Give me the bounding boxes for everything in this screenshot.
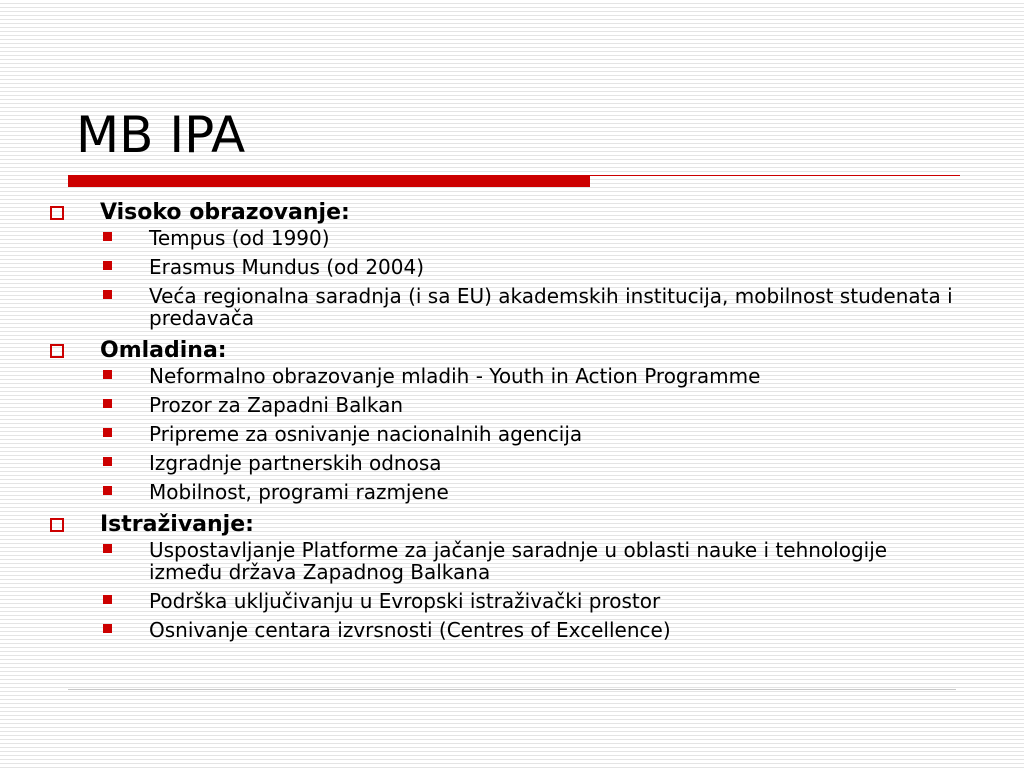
list-item-text: Izgradnje partnerskih odnosa	[149, 451, 442, 475]
section-istrazivanje	[0, 510, 1024, 641]
list-item	[0, 590, 1024, 612]
list-item	[0, 619, 1024, 641]
list-item-text: Mobilnost, programi razmjene	[149, 480, 449, 504]
list-item	[0, 423, 1024, 445]
list-item	[0, 452, 1024, 474]
title-underline-thin	[590, 175, 960, 176]
hollow-square-icon	[50, 344, 64, 358]
list-item	[0, 394, 1024, 416]
filled-square-icon	[103, 290, 112, 299]
slide-title: MB IPA	[76, 106, 246, 164]
list-item	[0, 256, 1024, 278]
list-item	[0, 227, 1024, 249]
filled-square-icon	[103, 261, 112, 270]
filled-square-icon	[103, 624, 112, 633]
filled-square-icon	[103, 544, 112, 553]
list-item-text: Neformalno obrazovanje mladih - Youth in Action Programme	[149, 364, 761, 388]
filled-square-icon	[103, 486, 112, 495]
footer-divider	[68, 689, 956, 690]
list-item-text: Osnivanje centara izvrsnosti (Centres of Excellence)	[149, 618, 671, 642]
list-item	[0, 285, 1024, 329]
filled-square-icon	[103, 457, 112, 466]
hollow-square-icon	[50, 206, 64, 220]
list-item-text: Podrška uključivanju u Evropski istraživački prostor	[149, 589, 661, 613]
list-item-text: Prozor za Zapadni Balkan	[149, 393, 404, 417]
list-item-text: Uspostavljanje Platforme za jačanje saradnje u oblasti nauke i tehnologije između država Zapadnog Balkana	[149, 538, 888, 584]
section-omladina	[0, 336, 1024, 503]
hollow-square-icon	[50, 518, 64, 532]
filled-square-icon	[103, 428, 112, 437]
filled-square-icon	[103, 595, 112, 604]
list-item-text: Tempus (od 1990)	[149, 226, 330, 250]
section-visoko-obrazovanje	[0, 198, 1024, 329]
list-item	[0, 539, 1024, 583]
title-underline-bar	[68, 175, 590, 187]
list-item-text: Veća regionalna saradnja (i sa EU) akademskih institucija, mobilnost studenata i predavača	[149, 284, 953, 330]
filled-square-icon	[103, 399, 112, 408]
section-heading: Omladina:	[100, 338, 227, 363]
list-item-text: Erasmus Mundus (od 2004)	[149, 255, 425, 279]
section-heading: Visoko obrazovanje:	[100, 200, 350, 225]
slide-content	[0, 198, 1024, 648]
list-item	[0, 481, 1024, 503]
list-item-text: Pripreme za osnivanje nacionalnih agencija	[149, 422, 583, 446]
filled-square-icon	[103, 370, 112, 379]
list-item	[0, 365, 1024, 387]
filled-square-icon	[103, 232, 112, 241]
section-heading: Istraživanje:	[100, 512, 254, 537]
